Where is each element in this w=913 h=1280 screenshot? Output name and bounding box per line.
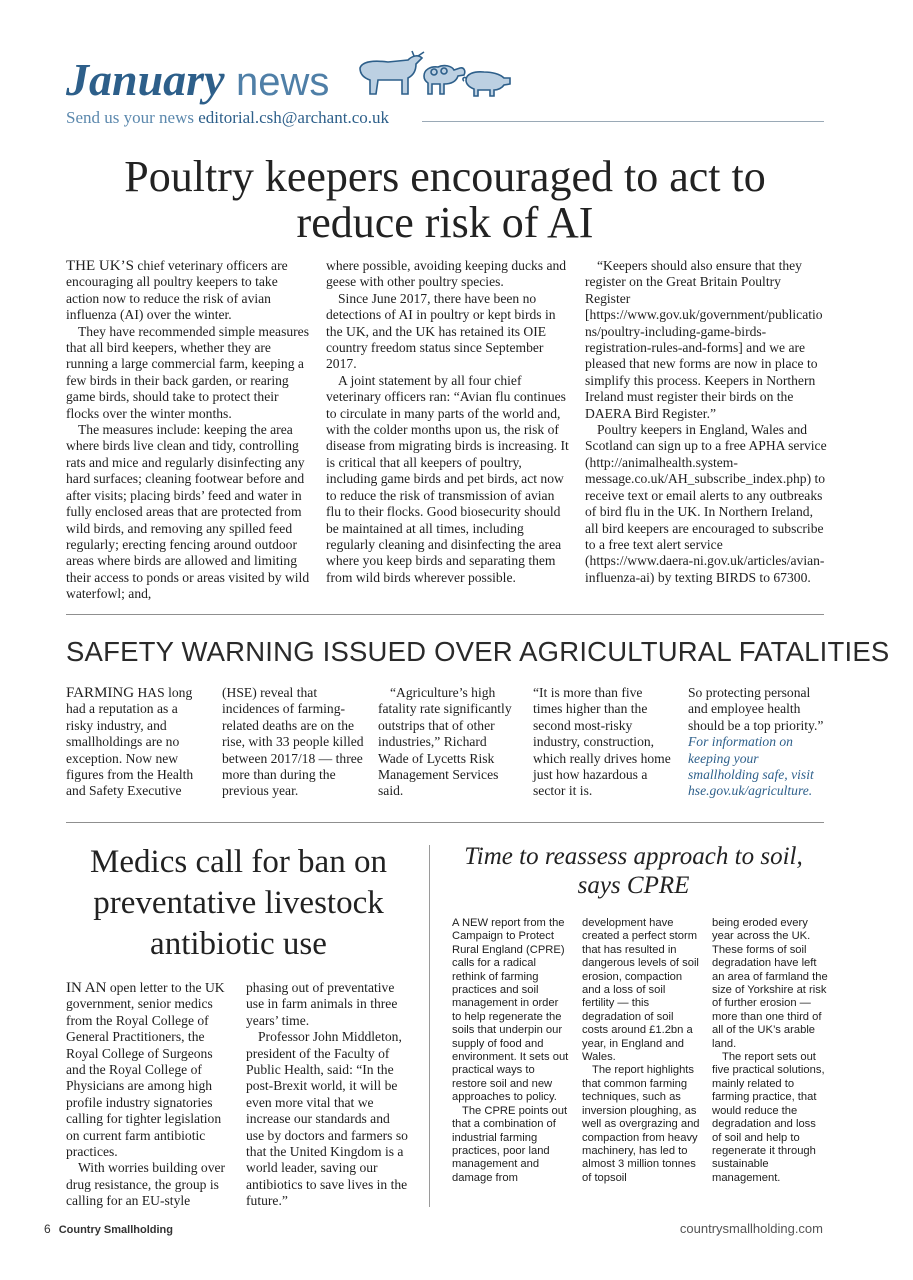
contact-prefix: Send us your news xyxy=(66,108,194,127)
footer-left xyxy=(44,1222,173,1237)
column-divider xyxy=(429,845,430,1207)
soil-col3-para: The report sets out five practical solutions, mainly related to farming practice, that would reduce the degradation and loss of soil and help to regenerate it through sustainable management. xyxy=(712,1051,825,1184)
farm-animals-illustration xyxy=(352,50,512,102)
poultry-col1-para: The measures include: keeping the area where birds live clean and tidy, controlling rats and mice and regularly disinfecting any hard surfaces; cleaning footwear before and after visits; placing birds’ feed and water in fully enclosed areas that are protected from wild birds, and removing any spilled feed regularly; erecting fencing around outdoor areas where birds are allowed and limiting their access to ponds or areas visited by wild waterfowl; and, xyxy=(66,422,310,602)
para-text: “It is more than five times higher than the second most-risky industry, construction, which really drives home just how hazardous a sector it is. xyxy=(533,685,671,799)
para-text: HAS long had a reputation as a risky industry, and smallholdings are no exception. Now new figures from the Health and Safety Executive xyxy=(66,685,194,799)
medics-column-2 xyxy=(246,980,411,1210)
medics-col1-para: With worries building over drug resistance, the group is calling for an EU-style xyxy=(66,1160,226,1209)
page-number: 6 xyxy=(44,1222,51,1236)
soil-column-2 xyxy=(582,917,700,1185)
contact-line xyxy=(66,108,389,128)
section-divider xyxy=(66,822,824,823)
poultry-column-3 xyxy=(585,258,827,586)
sheep-icon xyxy=(424,66,465,94)
poultry-col1-para xyxy=(66,258,310,324)
header-divider xyxy=(422,121,824,122)
safety-headline: SAFETY WARNING ISSUED OVER AGRICULTURAL FATALITIES xyxy=(66,636,890,667)
publication-name: Country Smallholding xyxy=(58,1224,173,1236)
pig-icon xyxy=(463,72,510,96)
drop-lead: FARMING xyxy=(66,685,135,701)
safety-column-2 xyxy=(222,685,364,800)
soil-col3-para: being eroded every year across the UK. These forms of soil degradation have left an area of farmland the size of Yorkshire at risk of further erosion — more than one third of all of the UK’s arable land. xyxy=(712,917,828,1050)
drop-lead: THE UK’S xyxy=(66,258,134,274)
safety-column-1 xyxy=(66,685,206,800)
medics-col2-para: Professor John Middleton, president of the Faculty of Public Health, said: “In the post-Brexit world, it will be even more vital that we increase our standards and use by doctors and farmers so that the United Kingdom is a world leader, saving our antibiotics to save lives in the future.” xyxy=(246,1029,408,1209)
safety-column-4 xyxy=(533,685,673,800)
drop-lead: IN AN xyxy=(66,980,107,996)
soil-col2-para: The report highlights that common farming techniques, such as inversion ploughing, as well as overgrazing and compaction from heavy machinery, has led to almost 3 million tonnes of topsoil xyxy=(582,1064,700,1184)
para-text: “Agriculture’s high fatality rate significantly outstrips that of other industries,” Richard Wade of Lycetts Risk Management Services said. xyxy=(378,685,512,799)
section-title-month: January xyxy=(66,54,225,105)
cow-icon xyxy=(360,51,424,94)
medics-col2-para: phasing out of preventative use in farm animals in three years’ time. xyxy=(246,980,398,1028)
poultry-column-2 xyxy=(326,258,570,586)
medics-column-1 xyxy=(66,980,231,1210)
section-divider xyxy=(66,614,824,615)
soil-col2-para: development have created a perfect storm that has resulted in dangerous levels of soil erosion, compaction and a loss of soil fertility — this degradation of soil costs around £1.2bn a year, in England and Wales. xyxy=(582,917,699,1064)
para-text: open letter to the UK government, senior medics from the Royal College of General Practitioners, the Royal College of Surgeons and the Royal College of Physicians are among high profile industry signatories calling for tighter legislation on current farm antibiotic practices. xyxy=(66,980,225,1160)
poultry-col2-para: A joint statement by all four chief veterinary officers ran: “Avian flu continues to circulate in many parts of the world and, with the colder months upon us, the risk of disease from migrating birds is increasing. It is critical that all keepers of poultry, including game birds and pet birds, act now to reduce the risk of transmission of avian flu to their flocks. Good biosecurity should be maintained at all times, including regularly cleaning and disinfecting the area where you keep birds and separating them from wild birds wherever possible. xyxy=(326,372,569,585)
website-link[interactable]: countrysmallholding.com xyxy=(679,1221,823,1236)
poultry-col3-para: “Keepers should also ensure that they register on the Great Britain Poultry Register [https://www.gov.uk/government/publications/poultry-including-game-birds-registration-rules-and-forms] and we are pleased that new forms are now in place to simplify this process. Keepers in Northern Ireland must register their birds on the DAERA Bird Register.” xyxy=(585,258,823,421)
poultry-col2-para: Since June 2017, there have been no detections of AI in poultry or kept birds in the UK, and the UK has retained its OIE country freedom status since September 2017. xyxy=(326,290,556,372)
para-text: So protecting personal and employee health should be a top priority.” xyxy=(688,685,824,733)
safety-column-3 xyxy=(378,685,518,800)
soil-col1-para: A NEW report from the Campaign to Protect Rural England (CPRE) calls for a radical rethink of farming practices and soil management in order to help regenerate the soils that underpin our supply of food and environment. It sets out practical ways to restore soil and new approaches to policy. xyxy=(452,917,569,1104)
safety-info-link[interactable]: For information on keeping your smallholding safe, visit hse.gov.uk/agriculture. xyxy=(688,734,814,799)
section-title xyxy=(66,54,329,108)
medics-col1-para xyxy=(66,980,231,1160)
safety-column-5 xyxy=(688,685,824,800)
section-title-news: news xyxy=(235,60,330,104)
poultry-col3-para: Poultry keepers in England, Wales and Scotland can sign up to a free APHA service (http://animalhealth.system-message.co.uk/AH_subscribe_index.php) to receive text or email alerts to any outbreaks of bird flu in the UK. In Northern Ireland, all bird keepers are encouraged to subscribe to a free text alert service (https://www.daera-ni.gov.uk/articles/avian-influenza-ai) by texting BIRDS to 67300. xyxy=(585,422,827,585)
poultry-col2-para: where possible, avoiding keeping ducks and geese with other poultry species. xyxy=(326,258,567,290)
poultry-headline: Poultry keepers encouraged to act to reduce risk of AI xyxy=(124,152,766,247)
para-text: (HSE) reveal that incidences of farming-related deaths are on the rise, with 33 people killed between 2017/18 — three more than during the previous year. xyxy=(222,685,364,799)
soil-headline: Time to reassess approach to soil, says CPRE xyxy=(464,843,803,899)
poultry-column-1 xyxy=(66,258,310,603)
contact-email: editorial.csh@archant.co.uk xyxy=(198,108,389,127)
soil-column-3 xyxy=(712,917,828,1185)
soil-column-1 xyxy=(452,917,570,1185)
soil-col1-para: The CPRE points out that a combination of industrial farming practices, poor land management and damage from xyxy=(452,1104,568,1184)
para-text: chief veterinary officers are encouraging all poultry keepers to take action now to reduce the risk of avian influenza (AI) over the winter. xyxy=(66,258,288,323)
poultry-col1-para: They have recommended simple measures that all bird keepers, whether they are running a large commercial farm, keeping a few birds in their back garden, or rearing game birds, should take to protect their flocks over the winter months. xyxy=(66,323,310,421)
medics-headline: Medics call for ban on preventative livestock antibiotic use xyxy=(90,844,387,962)
